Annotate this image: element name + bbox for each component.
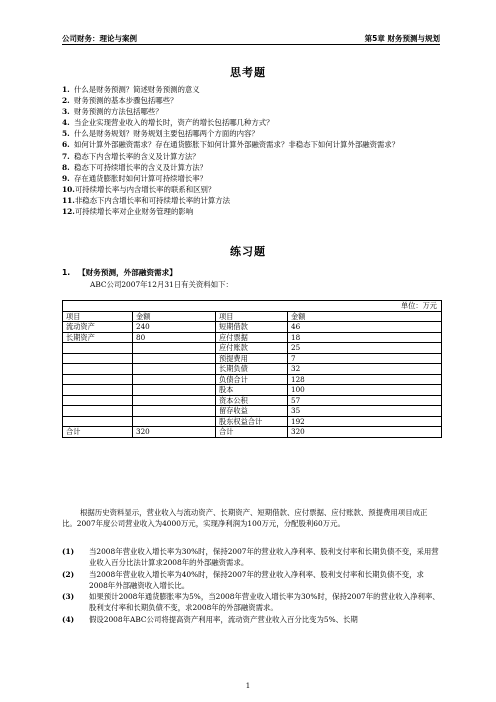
header-cell: 金额 [288,311,442,322]
table-cell: 长期资产 [63,332,133,343]
question-text: 可持续增长率对企业财务管理的影响 [74,207,194,217]
table-row [63,395,442,406]
table-cell [133,416,216,427]
header-cell: 项目 [216,311,288,322]
question-number: 9. [62,173,70,183]
question-number: 6. [62,140,70,150]
table-cell: 192 [288,416,442,427]
table-cell: 股东权益合计 [216,416,288,427]
table-row [63,332,442,343]
question-item [62,128,442,139]
subquestion-text: 当2008年营业收入增长率为30%时，保持2007年的营业收入净利率、股利支付率和长期负债不变，采用营业收入百分比法计算求2008年的外部融资需求。 [89,547,439,568]
table-cell [63,406,133,417]
question-item [62,151,442,162]
table-cell [63,364,133,375]
table-cell [63,395,133,406]
question-number: 1. [62,85,70,94]
subquestion-text: 假设2008年ABC公司将提高资产利用率，流动资产营业收入百分比变为5%、长期 [89,614,358,624]
table-cell [63,385,133,396]
table-header-row [63,311,442,322]
question-number: 5. [62,129,70,139]
table-cell [133,395,216,406]
table-cell [63,343,133,354]
question-item [62,106,442,117]
table-cell [133,364,216,375]
table-cell [63,353,133,364]
question-text: 非稳态下内含增长率和可持续增长率的计算方法 [74,195,231,205]
exercise-topic: 【财务预测，外部融资需求】 [78,268,177,277]
table-cell [133,406,216,417]
question-text: 可持续增长率与内含增长率的联系和区别？ [74,184,216,194]
table-row [63,353,442,364]
exercise-intro: ABC公司2007年12月31日有关资料如下： [90,280,233,289]
table-cell: 80 [133,332,216,343]
subquestion-number: (2) [62,569,75,579]
question-item [62,84,442,95]
table-cell: 长期负债 [216,364,288,375]
question-item [62,184,442,195]
table-cell: 流动资产 [63,322,133,333]
table-cell: 18 [288,332,442,343]
table-cell: 短期借款 [216,322,288,333]
question-number: 4. [62,118,70,128]
subquestion-item [62,546,442,569]
header-divider [62,44,440,45]
header-cell: 金额 [133,311,216,322]
question-text: 稳态下内含增长率的含义及计算方法？ [74,151,200,161]
page-header [62,33,440,44]
table-cell: 57 [288,395,442,406]
table-cell: 应付账款 [216,343,288,354]
subquestion-number: (1) [62,547,75,556]
subquestion-number: (3) [62,592,75,602]
table-cell: 240 [133,322,216,333]
question-number: 8. [62,162,70,172]
header-cell: 项目 [63,311,133,322]
table-cell: 320 [133,427,216,438]
table-cell [133,343,216,354]
header-book-title: 公司财务：理论与案例 [62,34,137,43]
table-cell: 预提费用 [216,353,288,364]
subquestion-text: 如果预计2008年通货膨胀率为5%，当2008年营业收入增长率为30%时，保持2007年的营业收入净利率、股利支付率和长期负债不变，求2008年的外部融资需求。 [89,592,440,613]
question-text: 什么是财务预测？简述财务预测的意义 [74,85,200,94]
thinking-questions-list [62,84,442,217]
exercises-title: 练习题 [230,245,266,258]
table-cell [63,416,133,427]
table-cell: 32 [288,364,442,375]
question-item [62,162,442,173]
exercise-subquestions [62,546,442,625]
table-cell: 合计 [216,427,288,438]
question-text: 如何计算外部融资需求？存在通货膨胀下如何计算外部融资需求？非稳态下如何计算外部融资需求？ [74,140,400,150]
question-number: 3. [62,107,70,117]
table-cell: 320 [288,427,442,438]
question-item [62,173,442,184]
page-number: 1 [245,682,251,690]
exercise-number: 1. [62,268,71,277]
table-row [63,406,442,417]
table-cell: 7 [288,353,442,364]
table-cell: 100 [288,385,442,396]
question-text: 财务预测的方法包括哪些？ [74,107,163,117]
question-number: 7. [62,151,70,161]
table-row [63,416,442,427]
question-text: 当企业实现营业收入的增长时，资产的增长包括哪几种方式？ [74,118,274,128]
table-cell: 128 [288,374,442,385]
table-cell [133,374,216,385]
balance-sheet-table [62,300,442,438]
table-row [63,322,442,333]
table-cell [63,374,133,385]
subquestion-number: (4) [62,614,75,624]
thinking-questions-title: 思考题 [230,66,266,79]
table-row [63,343,442,354]
table-row [63,374,442,385]
subquestion-item [62,569,442,592]
question-item [62,195,442,206]
header-chapter-title: 第5章 财务预测与规划 [364,34,440,43]
exercise-description: 根据历史资料显示，营业收入与流动资产、长期资产、短期借款、应付票据、应付账款、预提费用项目成正比。2007年度公司营业收入为4000万元，实现净利润为100万元，分配股利60万元。 [62,508,428,529]
table-cell [133,353,216,364]
question-number: 2. [62,96,70,106]
question-item [62,139,442,150]
table-row [63,385,442,396]
table-cell: 负债合计 [216,374,288,385]
question-number: 10. [62,184,75,194]
table-cell: 46 [288,322,442,333]
table-row [63,364,442,375]
question-item [62,117,442,128]
question-number: 12. [62,207,75,217]
subquestion-item [62,591,442,614]
table-cell [133,385,216,396]
question-item [62,206,442,217]
table-cell: 25 [288,343,442,354]
table-cell: 留存收益 [216,406,288,417]
question-number: 11. [62,195,75,205]
table-cell: 35 [288,406,442,417]
question-text: 存在通货膨胀时如何计算可持续增长率？ [74,173,208,183]
table-unit: 单位：万元 [63,301,442,312]
table-cell: 合计 [63,427,133,438]
question-text: 稳态下可持续增长率的含义及计算方法？ [74,162,208,172]
question-text: 财务预测的基本步骤包括哪些？ [74,96,178,106]
subquestion-item [62,614,442,625]
table-cell: 应付票据 [216,332,288,343]
table-cell: 股本 [216,385,288,396]
question-text: 什么是财务规划？财务规划主要包括哪两个方面的内容？ [74,129,259,139]
question-item [62,95,442,106]
table-row [63,427,442,438]
subquestion-text: 当2008年营业收入增长率为40%时，保持2007年的营业收入净利率、股利支付率和长期负债不变，求2008年外部融资收入增长比。 [89,569,424,590]
exercise-heading [62,267,177,278]
table-cell: 资本公积 [216,395,288,406]
